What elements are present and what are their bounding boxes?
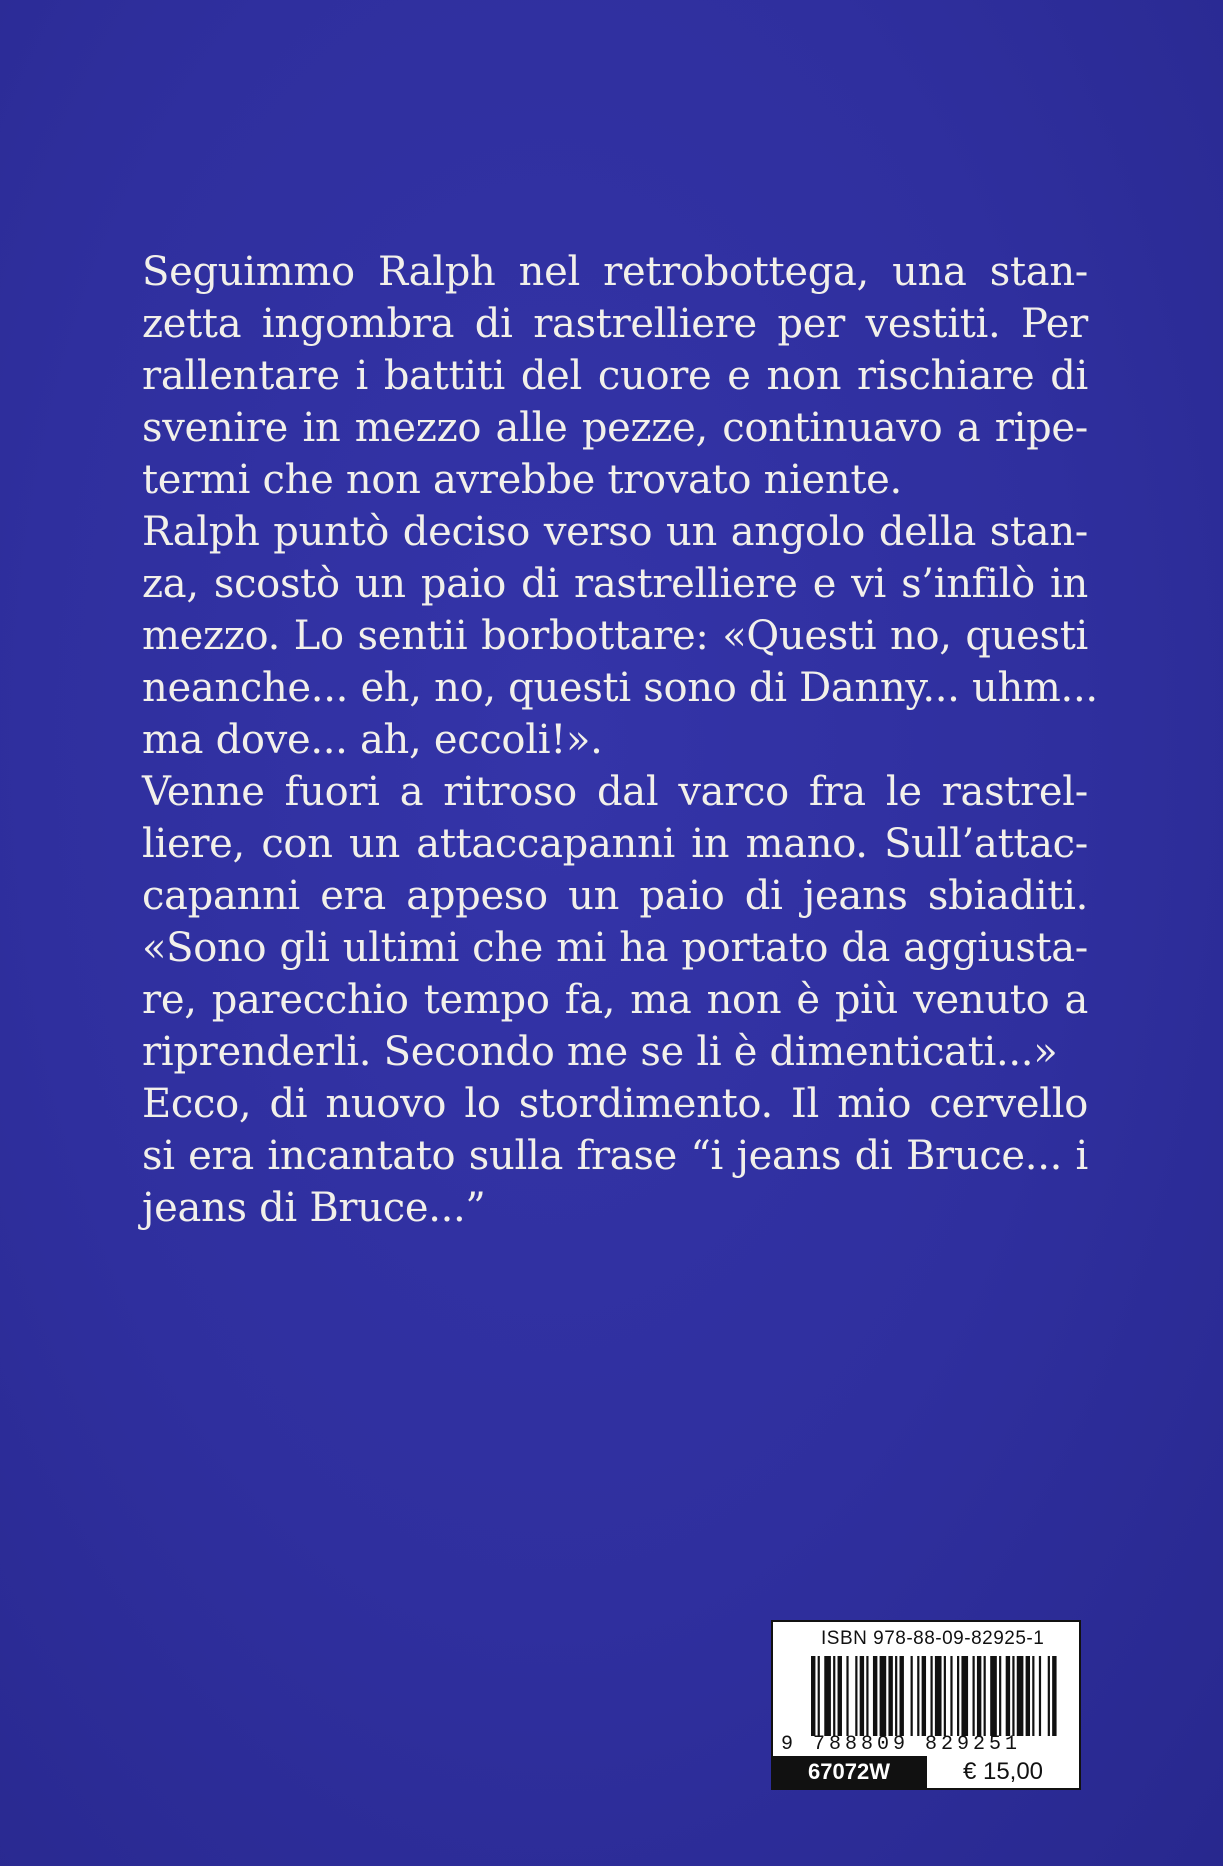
barcode-stripe: [990, 1656, 997, 1736]
barcode-stripe: [1048, 1656, 1050, 1736]
barcode-stripe: [1032, 1656, 1034, 1736]
blurb-text: [142, 246, 1098, 1234]
blurb-line: Ecco, di nuovo lo stordimento. Il mio cervello: [142, 1081, 1088, 1127]
barcode-stripe: [950, 1656, 952, 1736]
blurb-line: riprenderli. Secondo me se li è dimenticati...»: [142, 1029, 1058, 1075]
barcode-stripe: [930, 1656, 932, 1736]
blurb-line: capanni era appeso un paio di jeans sbiaditi.: [142, 873, 1088, 919]
blurb-line: Seguimmo Ralph nel retrobottega, una stan-: [142, 249, 1088, 295]
isbn-number: ISBN 978-88-09-82925-1: [821, 1628, 1045, 1649]
barcode-stripe: [1006, 1656, 1010, 1736]
blurb-line: Ralph puntò deciso verso un angolo della stan-: [142, 509, 1088, 555]
blurb-line: mezzo. Lo sentii borbottare: «Questi no, questi: [142, 613, 1088, 659]
barcode-stripe: [957, 1656, 959, 1736]
barcode-stripe: [977, 1656, 981, 1736]
barcode-stripe: [1012, 1656, 1014, 1736]
barcode-stripe: [999, 1656, 1001, 1736]
barcode-stripe: [846, 1656, 848, 1736]
blurb-line: zetta ingombra di rastrelliere per vestiti. Per: [142, 301, 1088, 347]
blurb-line: za, scostò un paio di rastrelliere e vi s’infilò in: [142, 561, 1088, 607]
blurb-line: svenire in mezzo alle pezze, continuavo a ripe-: [142, 405, 1088, 451]
blurb-line: ma dove... ah, eccoli!».: [142, 717, 603, 763]
barcode-stripe: [1017, 1656, 1024, 1736]
barcode-stripe: [961, 1656, 968, 1736]
blurb-line: rallentare i battiti del cuore e non rischiare di: [142, 353, 1088, 399]
barcode-stripe: [860, 1656, 864, 1736]
barcode-stripe: [911, 1656, 913, 1736]
barcode-stripe: [899, 1656, 903, 1736]
barcode-stripe: [838, 1656, 842, 1736]
barcode-stripe: [824, 1656, 831, 1736]
barcode-stripe: [880, 1656, 887, 1736]
barcode-stripe: [922, 1656, 926, 1736]
barcode-stripe: [917, 1656, 919, 1736]
barcode-stripe: [895, 1656, 897, 1736]
barcode-digits: 9 788809 829251: [781, 1733, 1022, 1756]
price-row: [773, 1756, 1079, 1788]
blurb-line: «Sono gli ultimi che mi ha portato da aggiusta-: [142, 925, 1088, 971]
price: € 15,00: [925, 1756, 1079, 1788]
product-code: 67072W: [773, 1756, 925, 1788]
barcode-stripe: [1039, 1656, 1041, 1736]
barcode-stripe: [833, 1656, 835, 1736]
blurb-line: Venne fuori a ritroso dal varco fra le rastrel-: [142, 769, 1088, 815]
blurb-line: liere, con un attaccapanni in mano. Sull’attac-: [142, 821, 1088, 867]
barcode-stripe: [973, 1656, 975, 1736]
barcode-stripe: [944, 1656, 946, 1736]
barcode-stripe: [811, 1656, 815, 1736]
barcode-stripe: [873, 1656, 877, 1736]
barcode-stripe: [855, 1656, 857, 1736]
barcode-stripe: [984, 1656, 986, 1736]
isbn-barcode-label: [771, 1620, 1081, 1790]
blurb-line: re, parecchio tempo fa, ma non è più venuto a: [142, 977, 1088, 1023]
blurb-line: jeans di Bruce...”: [142, 1185, 486, 1231]
blurb-line: neanche... eh, no, questi sono di Danny... uhm...: [142, 665, 1098, 711]
blurb-line: termi che non avrebbe trovato niente.: [142, 457, 902, 503]
barcode-stripe: [866, 1656, 868, 1736]
barcode-stripe: [1052, 1656, 1056, 1736]
barcode-stripe: [1026, 1656, 1030, 1736]
barcode-icon: [811, 1656, 1061, 1736]
barcode-stripe: [818, 1656, 820, 1736]
barcode-stripe: [888, 1656, 892, 1736]
barcode-stripe: [935, 1656, 942, 1736]
blurb-line: si era incantato sulla frase “i jeans di Bruce... i: [142, 1133, 1088, 1179]
